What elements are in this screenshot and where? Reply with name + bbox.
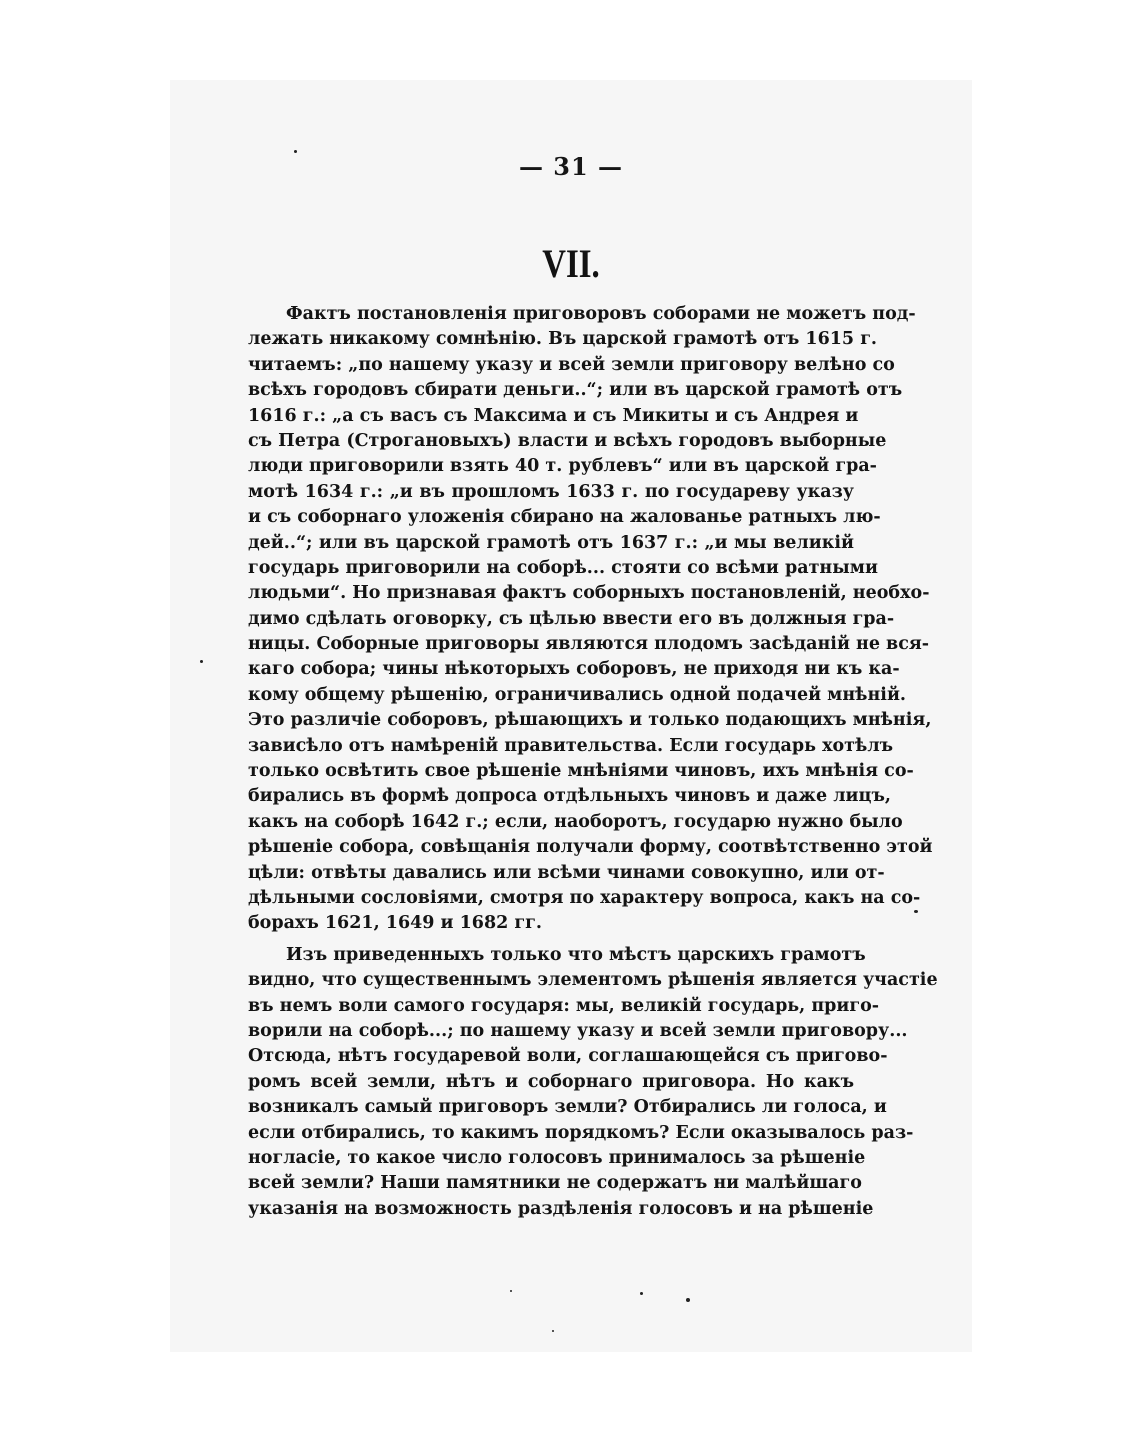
text-line: рѣшеніе собора, совѣщанія получали форму, соотвѣтственно этой — [248, 837, 933, 858]
scan-speck — [552, 1330, 554, 1332]
text-line: дей..“; или въ царской грамотѣ отъ 1637 г.: „и мы великій — [248, 532, 854, 553]
text-line: съ Петра (Строгановыхъ) власти и всѣхъ городовъ выборные — [248, 430, 887, 451]
text-line: дѣльными сословіями, смотря по характеру вопроса, какъ на со- — [248, 887, 921, 908]
scan-speck — [294, 150, 297, 153]
text-line: и съ соборнаго уложенія сбирано на жалованье ратныхъ лю- — [248, 507, 881, 528]
text-line: бирались въ формѣ допроса отдѣльныхъ чиновъ и даже лицъ, — [248, 786, 891, 807]
text-line: людьми“. Но признавая фактъ соборныхъ постановленій, необхо- — [248, 583, 930, 604]
paragraph — [248, 943, 938, 1222]
scan-speck — [640, 1292, 643, 1295]
text-line: какъ на соборѣ 1642 г.; если, наоборотъ, государю нужно было — [248, 811, 903, 832]
page-number: — 31 — — [518, 152, 624, 181]
book-page — [170, 80, 972, 1352]
text-line: люди приговорили взять 40 т. рублевъ“ или въ царской гра- — [248, 456, 877, 477]
text-line: если отбирались, то какимъ порядкомъ? Если оказывалось раз- — [248, 1122, 914, 1143]
text-line: Изъ приведенныхъ только что мѣстъ царскихъ грамотъ — [286, 944, 866, 965]
text-line: цѣли: отвѣты давались или всѣми чинами совокупно, или от- — [248, 862, 885, 883]
text-line: димо сдѣлать оговорку, съ цѣлью ввести его въ должныя гра- — [248, 608, 895, 629]
text-line: ромъ всей земли, нѣтъ и соборнаго приговора. Но какъ — [248, 1071, 854, 1092]
scan-speck — [510, 1290, 512, 1292]
text-line: читаемъ: „по нашему указу и всей земли приговору велѣно со — [248, 354, 895, 375]
scan-speck — [914, 910, 918, 913]
text-line: 1616 г.: „а съ васъ съ Максима и съ Микиты и съ Андрея и — [248, 405, 859, 426]
text-line: каго собора; чины нѣкоторыхъ соборовъ, не приходя ни къ ка- — [248, 659, 900, 680]
text-line: только освѣтить свое рѣшеніе мнѣніями чиновъ, ихъ мнѣнія со- — [248, 761, 914, 782]
text-line: лежать никакому сомнѣнію. Въ царской грамотѣ отъ 1615 г. — [248, 329, 878, 350]
text-line: ногласіе, то какое число голосовъ принималось за рѣшеніе — [248, 1147, 866, 1168]
body-text — [248, 302, 938, 1222]
text-line: Отсюда, нѣтъ государевой воли, соглашающейся съ пригово- — [248, 1046, 888, 1067]
chapter-heading: VII. — [542, 241, 600, 286]
text-line: борахъ 1621, 1649 и 1682 гг. — [248, 913, 542, 934]
text-line: въ немъ воли самого государя: мы, великій государь, приго- — [248, 995, 880, 1016]
scan-speck — [686, 1298, 690, 1302]
text-line: видно, что существеннымъ элементомъ рѣшенія является участіе — [248, 970, 938, 991]
text-line: кому общему рѣшенію, ограничивались одной подачей мнѣній. — [248, 684, 907, 705]
paragraph — [248, 302, 933, 937]
text-line: всѣхъ городовъ сбирати деньги..“; или въ царской грамотѣ отъ — [248, 380, 903, 401]
text-line: зависѣло отъ намѣреній правительства. Если государь хотѣлъ — [248, 735, 894, 756]
text-line: ницы. Соборные приговоры являются плодомъ засѣданій не вся- — [248, 634, 930, 655]
text-line: государь приговорили на соборѣ... стояти со всѣми ратными — [248, 557, 878, 578]
scan-speck — [200, 660, 203, 663]
text-line: ворили на соборѣ...; по нашему указу и всей земли приговору... — [248, 1020, 908, 1041]
text-line: указанія на возможность раздѣленія голосовъ и на рѣшеніе — [248, 1198, 874, 1219]
text-line: мотѣ 1634 г.: „и въ прошломъ 1633 г. по государеву указу — [248, 481, 854, 502]
text-line: Фактъ постановленія приговоровъ соборами не можетъ под- — [286, 304, 916, 324]
text-line: всей земли? Наши памятники не содержатъ ни малѣйшаго — [248, 1173, 862, 1194]
text-line: возникалъ самый приговоръ земли? Отбирались ли голоса, и — [248, 1097, 887, 1118]
text-line: Это различіе соборовъ, рѣшающихъ и только подающихъ мнѣнія, — [248, 710, 932, 731]
